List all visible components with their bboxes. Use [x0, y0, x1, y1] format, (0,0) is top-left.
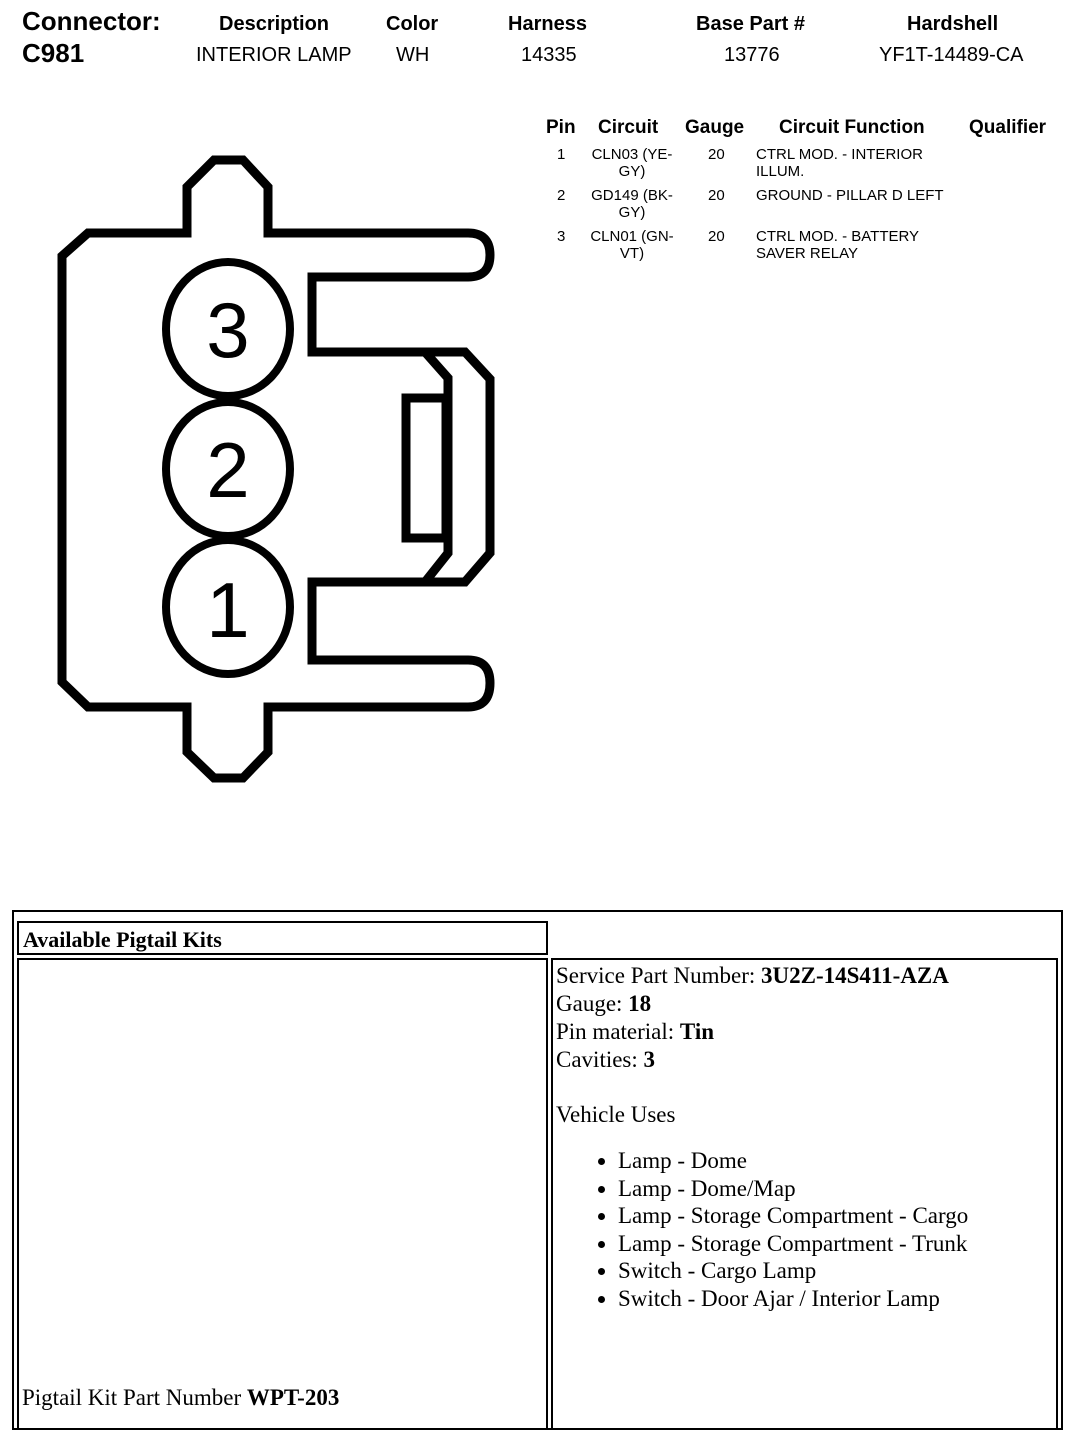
list-item: • Lamp - Dome	[618, 1147, 1056, 1175]
pin-header-function: Circuit Function	[779, 117, 925, 138]
value-harness: 14335	[521, 44, 577, 66]
header-base-part: Base Part #	[696, 13, 805, 35]
vehicle-uses-list	[556, 1147, 1056, 1312]
kit-part-number: Pigtail Kit Part Number WPT-203	[22, 1385, 340, 1410]
table-row-gauge: 20	[708, 146, 725, 163]
table-row-circuit: CLN01 (GN- VT)	[590, 228, 674, 262]
kit-gauge: Gauge: 18	[556, 991, 652, 1016]
pigtail-title-cell	[17, 921, 548, 955]
table-row-circuit: GD149 (BK- GY)	[591, 187, 673, 221]
pigtail-title: Available Pigtail Kits	[23, 927, 222, 952]
pigtail-details-cell	[551, 958, 1058, 1430]
list-item: • Switch - Door Ajar / Interior Lamp	[618, 1285, 1056, 1313]
header-harness: Harness	[508, 13, 587, 35]
value-color: WH	[396, 44, 430, 66]
pin-header-gauge: Gauge	[685, 117, 745, 138]
pin-material: Pin material: Tin	[556, 1019, 715, 1044]
list-item: • Lamp - Dome/Map	[618, 1175, 1056, 1203]
connector-diagram	[40, 140, 510, 800]
pin-header-circuit: Circuit	[598, 117, 659, 138]
header-description: Description	[219, 13, 330, 35]
pin-3-label: 3	[206, 286, 250, 374]
value-description: INTERIOR LAMP	[196, 44, 352, 66]
connector-label: Connector:	[22, 6, 161, 36]
header-hardshell: Hardshell	[907, 13, 999, 35]
list-item: • Lamp - Storage Compartment - Cargo	[618, 1202, 1056, 1230]
table-row-pin: 2	[557, 187, 566, 204]
value-hardshell: YF1T-14489-CA	[879, 44, 1024, 66]
list-item: • Lamp - Storage Compartment - Trunk	[618, 1230, 1056, 1258]
pin-1-label: 1	[206, 566, 250, 654]
table-row-circuit: CLN03 (YE- GY)	[591, 146, 673, 180]
pigtail-image-cell	[17, 958, 548, 1430]
connector-id: C981	[22, 38, 85, 68]
table-row-pin: 3	[557, 228, 566, 245]
list-item: • Switch - Cargo Lamp	[618, 1257, 1056, 1285]
cavities: Cavities: 3	[556, 1047, 656, 1072]
pin-header-qualifier: Qualifier	[969, 117, 1047, 138]
table-row-function: CTRL MOD. - BATTERY SAVER RELAY	[756, 228, 920, 262]
latch-inner-outline	[312, 352, 448, 582]
pin-2-label: 2	[206, 426, 250, 514]
value-base-part: 13776	[724, 44, 780, 66]
table-row-function: GROUND - PILLAR D LEFT	[756, 187, 944, 204]
table-row-function: CTRL MOD. - INTERIOR ILLUM.	[756, 146, 923, 180]
latch-window	[406, 398, 446, 538]
service-part-number: Service Part Number: 3U2Z-14S411-AZA	[556, 963, 949, 988]
vehicle-uses-heading: Vehicle Uses	[556, 1102, 676, 1127]
table-row-pin: 1	[557, 146, 566, 163]
table-row-gauge: 20	[708, 228, 725, 245]
table-row-gauge: 20	[708, 187, 725, 204]
pin-header-pin: Pin	[546, 117, 576, 138]
header-color: Color	[386, 13, 439, 35]
